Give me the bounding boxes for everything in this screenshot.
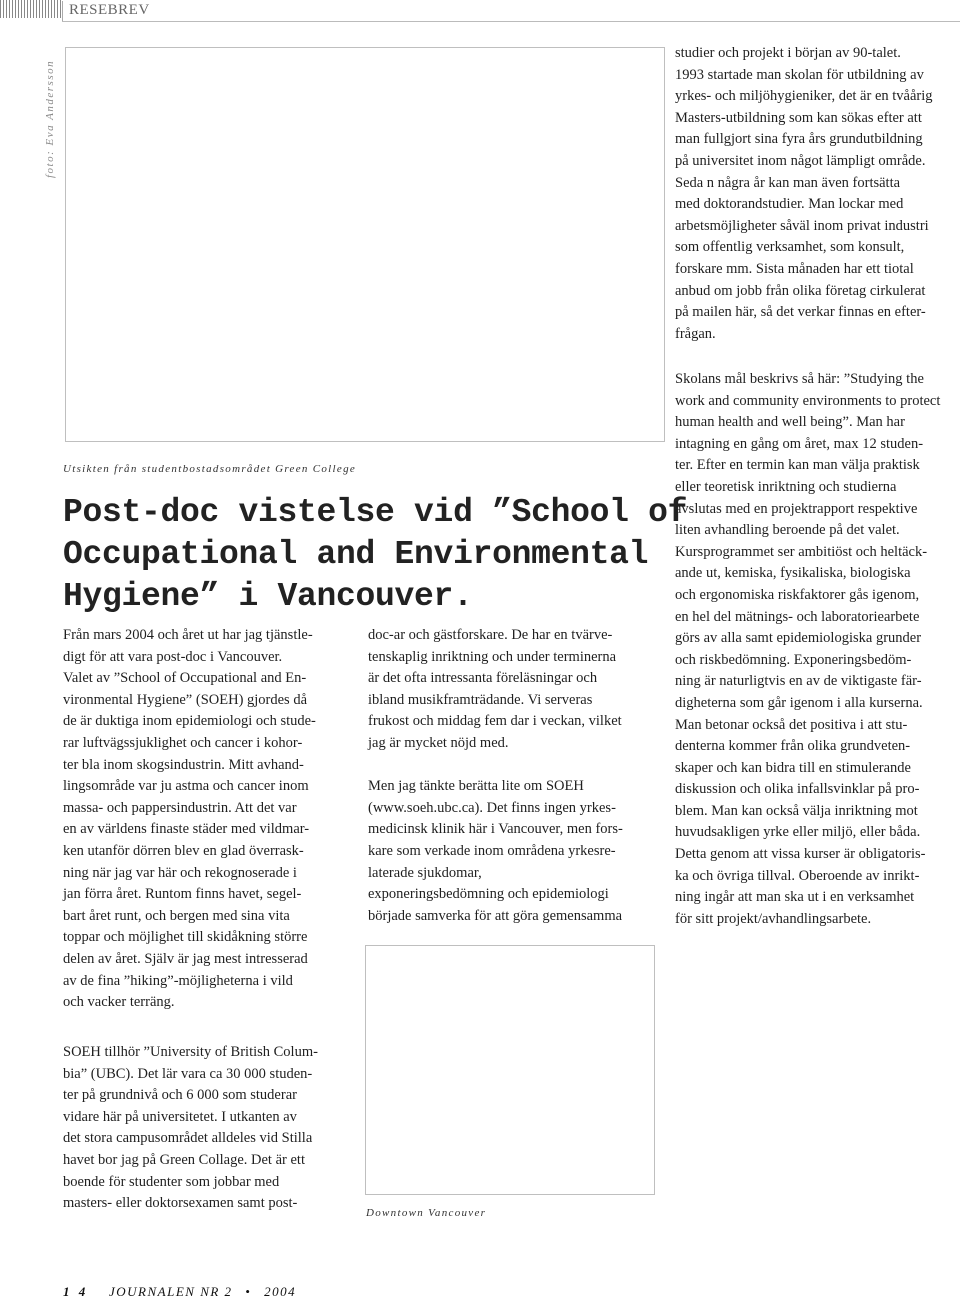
text-line: studier och projekt i början av 90-talet. <box>675 45 901 61</box>
text-line: eller teoretisk inriktning och studierna <box>675 478 897 495</box>
text-line: frågan. <box>675 325 716 342</box>
text-line: yrkes- och miljöhygieniker, det är en tvåårig <box>675 88 933 105</box>
text-line: (www.soeh.ubc.ca). Det finns ingen yrkes- <box>368 799 616 816</box>
paragraph <box>675 369 960 930</box>
text-line: Men jag tänkte berätta lite om SOEH <box>368 778 584 795</box>
text-line: liten avhandling beroende på det valet. <box>675 522 900 539</box>
publication-year: 2004 <box>264 1284 297 1299</box>
text-line: vidare här på universitetet. I utkanten av <box>63 1108 297 1125</box>
text-line: human health and well being”. Man har <box>675 414 905 431</box>
text-line: havet bor jag på Green Collage. Det är ett <box>63 1151 305 1168</box>
text-line: ning när jag var här och rekognoserade i <box>63 864 297 881</box>
text-line: medicinsk klinik här i Vancouver, men fors- <box>368 821 623 838</box>
text-line: delen av året. Själv är jag mest intresserad <box>63 950 308 967</box>
footer-bullet: • <box>245 1284 252 1299</box>
text-line: Valet av ”School of Occupational and En- <box>63 670 307 687</box>
text-line: digheterna som går igenom i alla kurserna. <box>675 694 923 711</box>
paragraph <box>368 776 658 927</box>
text-line: exponeringsbedömning och epidemiologi <box>368 886 609 903</box>
text-line: är det ofta intressanta föreläsningar och <box>368 670 598 687</box>
column-3-lower <box>675 369 960 930</box>
text-line: forskare mm. Sista månaden har ett tiotal <box>675 260 914 277</box>
text-line: och riskbedömning. Exponeringsbedöm- <box>675 651 912 668</box>
text-line: boende för studenter som jobbar med <box>63 1173 280 1190</box>
text-line: SOEH tillhör ”University of British Colum- <box>63 1044 318 1060</box>
photo-credit-text: foto: Eva Andersson <box>44 59 56 178</box>
publication-name: JOURNALEN NR 2 <box>109 1284 233 1299</box>
column-2 <box>368 625 658 927</box>
text-line: en hel del mätnings- och laboratoriearbete <box>675 608 920 625</box>
text-line: rar luftvägssjuklighet och cancer i kohor- <box>63 734 303 751</box>
text-line: toppar och möjlighet till skidåkning större <box>63 929 308 946</box>
header-decorative-bars <box>0 0 62 18</box>
text-line: ter. Efter en termin kan man välja praktisk <box>675 457 920 474</box>
text-line: ter på grundnivå och 6 000 som studerar <box>63 1087 297 1104</box>
text-line: Man betonar också det positiva i att stu- <box>675 716 908 733</box>
paragraph <box>63 625 353 1014</box>
text-line: doc-ar och gästforskare. De har en tvärve- <box>368 627 613 643</box>
text-line: man fullgjort sina fyra års grundutbildning <box>675 131 923 148</box>
text-line: diskussion och olika infallsvinklar på pro- <box>675 781 920 798</box>
text-line: bia” (UBC). Det lär vara ca 30 000 studen- <box>63 1065 313 1082</box>
text-line: huvudsakligen yrke eller miljö, eller båda. <box>675 824 921 841</box>
text-line: vironmental Hygiene” (SOEH) gjordes då <box>63 691 308 708</box>
paragraph <box>675 43 960 345</box>
title-line: Hygiene” i Vancouver. <box>63 578 473 615</box>
text-line: ning ingår att man ska ut i en verksamhet <box>675 889 915 906</box>
text-line: avslutas med en projektrapport respektive <box>675 500 918 517</box>
text-line: Seda n några år kan man även fortsätta <box>675 174 901 191</box>
text-line: Skolans mål beskrivs så här: ”Studying the <box>675 371 924 387</box>
text-line: intagning en gång om året, max 12 studen- <box>675 435 924 452</box>
text-line: på mailen här, så det verkar finnas en efter- <box>675 304 926 321</box>
page-number: 1 4 <box>63 1284 89 1299</box>
section-label: RESEBREV <box>62 1 150 21</box>
text-line: det stora campusområdet alldeles vid Stilla <box>63 1130 313 1147</box>
text-line: en av världens finaste städer med vildmar- <box>63 821 310 838</box>
text-line: digt för att vara post-doc i Vancouver. <box>63 648 283 665</box>
text-line: laterade sjukdomar, <box>368 864 482 881</box>
text-line: kare som verkade inom områdena yrkesre- <box>368 842 616 859</box>
text-line: ande ut, kemiska, fysikaliska, biologiska <box>675 565 911 582</box>
photo-credit <box>44 48 58 178</box>
text-line: ning är naturligtvis en av de viktigaste fär- <box>675 673 922 690</box>
text-line: anbud om jobb från olika företag cirkulerat <box>675 282 926 299</box>
text-line: på universitet inom något lämpligt område. <box>675 152 926 169</box>
text-line: work and community environments to protect <box>675 392 941 409</box>
text-line: frukost och middag fem dar i veckan, vilket <box>368 713 622 730</box>
text-line: lingsområde var ju astma och cancer inom <box>63 778 309 795</box>
text-line: Masters-utbildning som kan sökas efter att <box>675 109 922 126</box>
text-line: med doktorandstudier. Man lockar med <box>675 196 904 213</box>
paragraph <box>368 625 658 755</box>
paragraph <box>63 1042 353 1215</box>
text-line: och vacker terräng. <box>63 994 175 1011</box>
header-rule <box>62 21 960 22</box>
text-line: tenskaplig inriktning och under terminerna <box>368 648 617 665</box>
text-line: denterna kommer från olika grundveten- <box>675 738 911 755</box>
column-1 <box>63 625 353 1014</box>
text-line: skaper och kan bidra till en stimulerande <box>675 759 911 776</box>
text-line: jag är mycket nöjd med. <box>368 734 509 751</box>
text-line: masters- eller doktorsexamen samt post- <box>63 1195 298 1212</box>
text-line: av de fina ”hiking”-möjligheterna i vild <box>63 972 293 989</box>
text-line: jan förra året. Runtom finns havet, segel- <box>63 886 302 903</box>
text-line: Från mars 2004 och året ut har jag tjänstle- <box>63 627 313 643</box>
text-line: Detta genom att vissa kurser är obligatoris- <box>675 846 926 863</box>
text-line: massa- och pappersindustrin. Att det var <box>63 799 297 816</box>
text-line: ibland musikframträdande. Vi serveras <box>368 691 593 708</box>
text-line: bart året runt, och bergen med sina vita <box>63 907 290 924</box>
page-footer <box>63 1284 296 1300</box>
column-1-lower <box>63 1042 353 1215</box>
title-line: Post-doc vistelse vid ”School of <box>63 494 688 531</box>
text-line: 1993 startade man skolan för utbildning av <box>675 66 924 83</box>
text-line: arbetsmöjligheter såväl inom privat industri <box>675 217 929 234</box>
text-line: började samverka för att göra gemensamma <box>368 907 623 924</box>
article-title <box>63 492 688 618</box>
text-line: ken utanför dörren blev en glad överrask- <box>63 842 304 859</box>
photo-downtown-vancouver <box>365 945 655 1195</box>
text-line: de är duktiga inom epidemiologi och stude- <box>63 713 316 730</box>
photo-green-college <box>65 47 665 442</box>
text-line: och ergonomiska riskfaktorer gås igenom, <box>675 586 920 603</box>
text-line: Kursprogrammet ser ambitiöst och heltäck- <box>675 543 928 560</box>
column-3 <box>675 43 960 345</box>
text-line: som offentlig verksamhet, som konsult, <box>675 239 905 256</box>
text-line: ter bla inom skogsindustrin. Mitt avhand- <box>63 756 304 773</box>
text-line: ka och övriga tillval. Oberoende av inrikt- <box>675 867 920 884</box>
photo-caption-bottom: Downtown Vancouver <box>366 1207 487 1219</box>
text-line: blem. Man kan också välja inriktning mot <box>675 802 918 819</box>
photo-caption-top: Utsikten från studentbostadsområdet Green College <box>63 463 357 475</box>
text-line: görs av alla samt epidemiologiska grunder <box>675 630 922 647</box>
title-line: Occupational and Environmental <box>63 536 649 573</box>
text-line: för sitt projekt/avhandlingsarbete. <box>675 910 872 927</box>
